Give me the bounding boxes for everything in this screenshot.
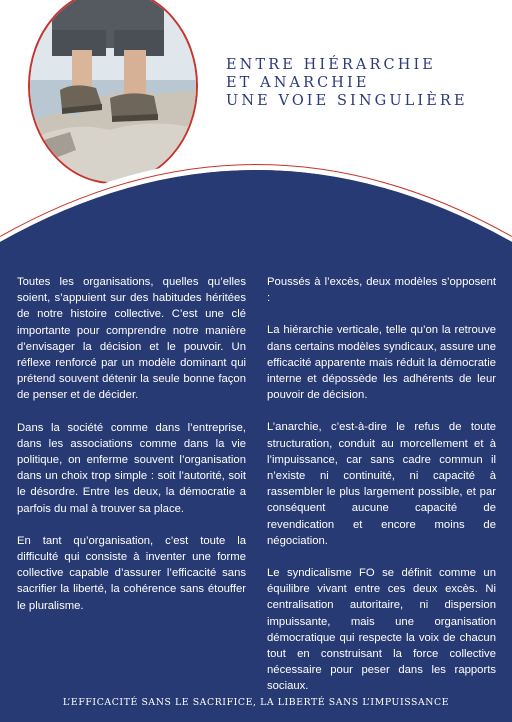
title-line-1: ENTRE HIÉRARCHIE [226,57,436,73]
paragraph: Dans la société comme dans l’entreprise, dans les associations comme dans la vie politique, on enferme souvent l’organisation dans un choix trop simple : soit l’autorité, soit le désordre. Entre les deux, la démocratie a parfois du mal à trouver sa place. [17,421,246,515]
left-column [17,274,246,630]
page-title [226,56,506,110]
paragraph: L’anarchie, c’est-à-dire le refus de toute structuration, conduit au morcellement et à l’impuissance, car sans cadre commun il n’existe ni continuité, ni capacité à rassembler le plus largement possible, et par conséquent aucune capacité de revendication et encore moins de négociation. [267,421,496,547]
paragraph: Toutes les organisations, quelles qu’elles soient, s’appuient sur des habitudes héritées de notre histoire collective. C’est une clé importante pour comprendre notre manière d’envisager la décision et le pouvoir. Un réflexe renforcé par un modèle dominant qui prétend souvent détenir la seule bonne façon de penser et de décider. [17,276,246,402]
title-line-3: UNE VOIE SINGULIÈRE [226,93,468,109]
right-column [267,274,496,711]
paragraph: La hiérarchie verticale, telle qu’on la retrouve dans certains modèles syndicaux, assure une efficacité apparente mais réduit la démocratie interne et dépossède les adhérents de leur pouvoir de décision. [267,324,496,402]
paragraph: En tant qu’organisation, c’est toute la difficulté qui consiste à inventer une forme collective capable d’assurer l’efficacité sans sacrifier la liberté, la cohérence sans étouffer le pluralisme. [17,534,246,612]
decorative-arc [0,150,512,270]
footer-tagline: L’EFFICACITÉ SANS LE SACRIFICE, LA LIBERTÉ SANS L’IMPUISSANCE [62,697,450,708]
paragraph: Le syndicalisme FO se définit comme un équilibre vivant entre ces deux excès. Ni centralisation autoritaire, ni dispersion impuissante, mais une organisation démocratique qui respecte la voix de chacun tout en construisant la force collective nécessaire pour peser dans les rapports sociaux. [267,567,496,693]
title-line-2: ET ANARCHIE [226,75,370,91]
paragraph: Poussés à l’excès, deux modèles s’opposent : [267,276,496,305]
